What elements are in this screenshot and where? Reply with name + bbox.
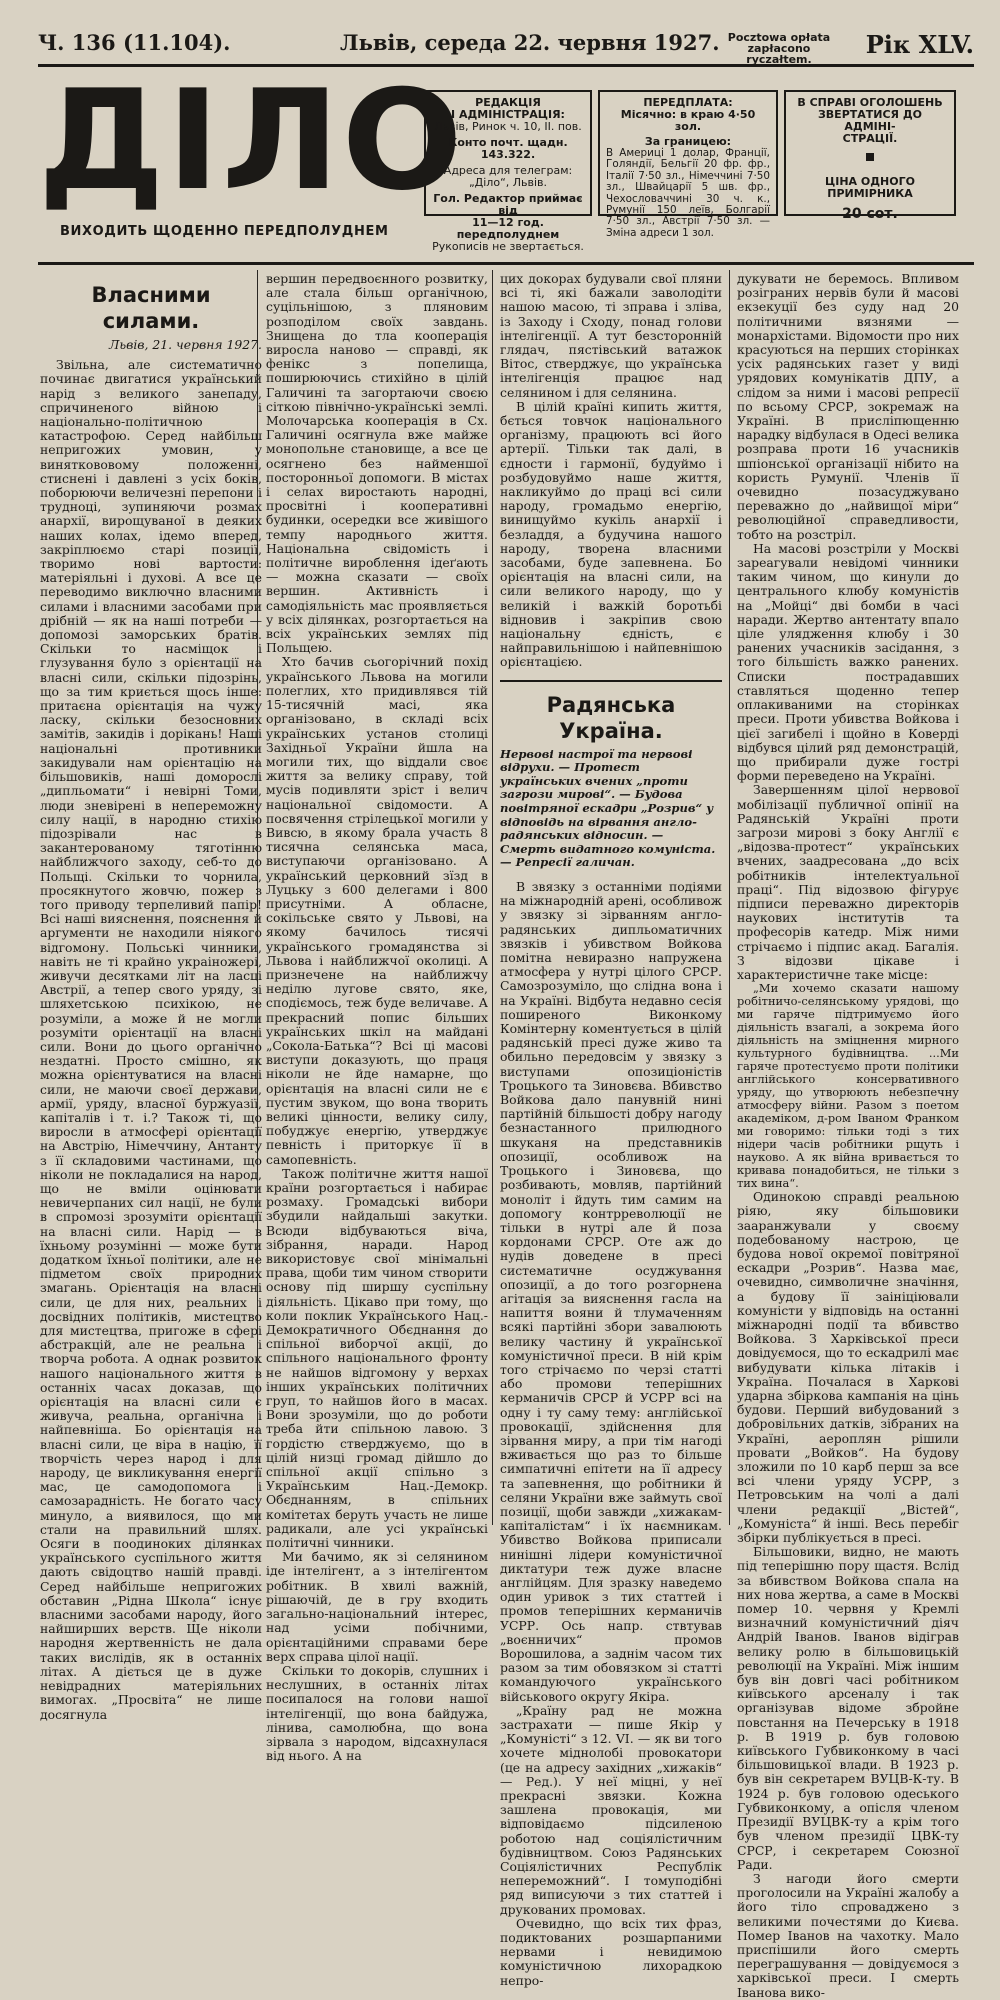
- column-2-paragraph-3: Також політичне життя нашої країни розгортається і набирає розмаху. Громадські вибори збудили найдальші закутки. Всюди відбуваються віча, зібрання, наради. Народ використовує свої мінімальні права, щоби тим чином створити основу під ширшу суспільну діяльність. Цікаво при тому, що коли поклик Українського Нац.-Демократичного Обєднання до спільної виборчої акції, до спільного національного фронту не найшов відгомону у верхах інших українських політичних груп, то найшов його в масах. Вони зрозуміли, що до роботи треба йти спільною лавою. З гордістю стверджуємо, що в цілій низці громад дійшло до спільної акції спільно з Українським Нац.-Демокр. Обєднанням, в спільних комітетах беруть участь не лише радикали, але усі українські політичні чинники.: [266, 1165, 488, 1551]
- article-body: Звільна, але систематично починає двигатися український нарід з великого занепаду, спричиненого війною і національно-політичною катастрофою. Серед найбільш непригожих умовин, у виняткововому положенні, стиснені і давлені з усіх боків, поборюючи величезні перепони і трудноці, зупиняючи розмах анархії, вирощуваної в деяких наших колах, ідемо вперед, закріплюємо старі позиції, творимо нові вартости: матеріяльні і духові. А все це переводимо виключно власними силами і власними засобами при дрібній — як на наші потреби — допомозі заморських братів. Скільки то насміщок і глузування було з орієнтації на власні сили, скільки підозрінь, що за тим криється щось інше: притаєна орієнтація на чужу ласку, скільки безосновних замітів, закидів і дорікань! Наші національні противники закидували нам орієнтацію на більшовиків, наші доморослі „дипльомати“ і невірні Томи, люди зневірені в непереможну силу нації, в народню стихію підозрівали нас в закантерованому тяготінню найближчого заходу, себ-то до Польщі. Скільки то чорнила, просякнутого жовчю, пожер з того приводу терпеливий папір! Всі наші вияснення, пояснення й аргументи не находили ніякого відгомону. Польські чинники, навіть не ті крайно украіножері, живучи десятками літ на ласці Австрії, а тепер свого уряду, зі шляхетською психікою, не розуміли, а може й не могли розуміти орієнтації на власні сили. Вони до цього органічно нездатні. Просто смішно, як можна орієнтуватися на власні сили, не маючи своєї держави, армії, уряду, власної буржуазії, капіталів і т. і.? Також ті, що виросли в атмосфері орієнтації на Австрію, Німеччину, Антанту з її складовими частинами, що ніколи не покладалися на народ, що не вміли оцінювати невичерпаних сил нації, не були в спромозі зрозуміти орієнтації на власні сили. Нарід — в їхньому розумінні — може бути додатком їхньої політики, але не підметом своїх природних змагань. Орієнтація на власні сили, це для них, реальних і досвідних політиків, мистецтво для мистецтва, пригоже в сфері абстракцій, але не реальна і творча робота. А однак розвиток нашого національного життя в останніх часах доказав, що орієнтація на власні сили є живуча, реальна, органічна і найпевніша. Бо орієнтація на власні сили, це віра в націю, її творчість через народ і для народу, це викликування енергії мас, це самодопомога і самозарадність. Не богато часу минуло, а виявилося, що ми стали на правильний шлях. Осяги в поодиноких ділянках українського суспільного життя дають свідоцтво нашій правді. Серед найбільше непригожих обставин „Рідна Школа“ існує власними засобами народу, його найширших верств. Ще ніколи народня жертвенність не дала таких вислідів, як в останніх літах. А діється це в дуже невідрадних матеріяльних вимогах. „Просвіта“ не лише досягнула: [40, 357, 262, 1722]
- postage-note: [714, 32, 844, 65]
- column-3: [500, 271, 722, 1988]
- price-value: 20 сот.: [842, 206, 898, 222]
- editorial-address: Львів, Ринок ч. 10, II. пов.: [434, 120, 582, 133]
- subscription-abroad: За границею:: [644, 135, 732, 148]
- column-3-paragraph-2: В цілій країні кипить життя, бється товчок національного організму, працюють всі його артерії. Тільки так далі, в єдности і гармонії, будуймо і розбудовуймо наше життя, накликуймо до праці всі сили народу, громадьмо енергію, винищуймо кукіль анархії і безладдя, а будучина нашого народу, творена власними засобами, буде запевнена. Бо орієнтація на власні сили, на сили великого народу, що у великій і важкій боротьбі відновив і закріпив свою національну єдність, є найправильнішою і найпевнішою орієнтацією.: [500, 398, 722, 670]
- square-ornament-icon: [866, 153, 874, 161]
- section-headline: Радянська Україна.: [546, 692, 676, 743]
- section-rule: [500, 680, 722, 682]
- ads-line-2: ЗВЕРТАТИСЯ ДО АДМІНІ-: [817, 108, 923, 133]
- column-4-paragraph-2: На масові розстріли у Москві зареагували невідомі чинники таким чином, що кинули до центрального клюбу комуністів на „Мойці“ дві бомби в часі наради. Жертво антентату впало ціле улядження клюбу і 30 ранених учасників засідання, з того більшість важко ранених. Списки пострадавших ставляться щоденно тепер оплакиваними на сторінках преси. Проти убивства Войкова і цієї загибелі і щойно в Коверді відбувся цілий ряд демонстрацій, що прибирали дуже гострі форми переведено на Україні.: [737, 540, 959, 784]
- column-2-paragraph-5: Скільки то докорів, слушних і неслушних, в останніх літах посипалося на голови нашої інтелігенції, що вона байдужа, лінива, самолюбна, що вона зірвала з народом, відсахнулася від нього. А на: [266, 1662, 488, 1764]
- price-label: ЦІНА ОДНОГО ПРИМІРНИКА: [825, 175, 915, 200]
- telegram-line-1: Адреса для телеграм:: [443, 164, 573, 177]
- ads-line-1: В СПРАВІ ОГОЛОШЕНЬ: [797, 96, 943, 109]
- subscription-heading: ПЕРЕДПЛАТА:: [643, 96, 733, 109]
- tagline: ВИХОДИТЬ ЩОДЕННО ПЕРЕДПОЛУДНЕМ: [60, 224, 389, 239]
- column-4-quote: „Ми хочемо сказати нашому робітничо-селянському урядові, що ми гаряче підтримуємо його діяльність взагалі, а зокрема його діяльність на зміцнення мирного культурного будівництва. ...Ми гаряче протестуємо проти політики англійського консервативного уряду, що утворюють небезпечну атмосферу війни. Разом з поетом академіком, д-ром Іваном Франком ми говоримо: тільки тоді з тих нідери часів робітники рщуть і науково. А як війна вривається то кривава понадобиться, не тільки з тих вина“.: [737, 981, 959, 1191]
- place-date: Львів, середа 22. червня 1927.: [340, 30, 720, 55]
- postal-account: Конто почт. щадн. 143.322.: [448, 136, 568, 161]
- column-4-paragraph-6: Більшовики, видно, не мають під теперішню пору щастя. Вслід за вбивством Войкова спала на них нова жертва, а саме в Москві помер 10. червня у Кремлі визначний комуністичний діяч Андрій Іванов. Іванов відіграв велику ролю в більшовицькій революції на Україні. Між іншим був він довгі часі робітником київського арсеналу і так організував відоме збройне повстання на Печерську в 1918 р. В 1919 р. був головою київського Губвиконкому в часі більшовицької влади. В 1923 р. був він секретарем ВУЦВ-К-ту. В 1924 р. був головою одеського Губвиконкому, а опісля членом Президії ВУЦВК-ту а крім того був членом президії ЦВК-ту СРСР, і секретарем Союзної Ради.: [737, 1544, 959, 1872]
- hours-line-1: Гол. Редактор приймає від: [433, 192, 583, 217]
- column-3-paragraph-5: Очевидно, що всіх тих фраз, подиктованих розшарпаними нервами і невидимою комуністичною лихорадкою непро-: [500, 1915, 722, 1988]
- postage-line-1: Pocztowa opłata: [727, 31, 831, 44]
- column-2: [266, 271, 488, 1764]
- column-4: [737, 271, 959, 2000]
- subscription-rates: В Америці 1 долар, Франції, Голяндії, Бельгії 20 фр. фр., Італії 7·50 зл., Німеччині 7·50 зл., Швайцарії 5 шв. фр., Чехословаччині 30 ч. к., Румунії 150 леїв, Болгарії 7·50 зл., Австрії 7·50 зл. — Зміна адреси 1 зол.: [606, 147, 770, 239]
- column-4-paragraph-1: дукувати не беремось. Впливом розіграних нервів були й масові екзекуції без суду над 20 політичними вязнями — монархістами. Відомости про них красуються на перших сторінках усіх радянських газет у виді урядових комунікатів ДПУ, а слідом за ними і масові репресії по всьому СРСР, зокремаж на Україні. В присліпющенню нарадку відбулася в Одесі велика розправа проти 16 учасників шпіонської організації нібито на користь Румунії. Членів її очевидно позасуджувано переважно до „найвищої міри“ революційної справедливости, тобто на розстріл.: [737, 271, 959, 542]
- ads-box: [784, 90, 956, 222]
- column-3-paragraph-4: „Країну рад не можна застрахати — пише Якір у „Комуністі“ з 12. VI. — як ви того хочете міднолобі провокатори (це на адресу західних „хижаків“ — Ред.). У неї міцні, у неї прекрасні звязки. Кожна зашлена провокація, ми відповідаємо підсиленою роботою над соціялістичним будівництвом. Союз Радянських Соціялістичних Республік непереможний“. І томуподібні ряд виписуючи з тих статтей і друкованих промовах.: [500, 1702, 722, 1917]
- postage-line-2: zapłacono ryczałtem.: [746, 42, 812, 66]
- column-2-paragraph-2: Хто бачив сьогорічний похід українського Львова на могили полеглих, хто придивлявся тій 15-тисячній масі, яка організовано, в складі всіх українських установ столиці Західньої України йшла на могили тих, що віддали своє життя за велику справу, той мусів подивляти зріст і велич національної свідомости. А посвячення стрілецької могили у Вивсю, в якому брала участь 8 тисячна селянська маса, виступаючи організовано. А український церковний зїзд в Луцьку з 600 делегами і 800 присутніми. А обласне, сокільське свято у Львові, на якому бачилось тисячі українського громадянства зі Львова і найближчої околиці. А признечене на найближчу неділю лугове свято, яке, сподіємось, теж буде величаве. А прекрасний попис більших українських шкіл на майдані „Сокола-Батька“? Всі ці масові виступи доказують, що праця ніколи не йде намарне, що орієнтація на власні сили не є пустим звуком, що вона творить великі цінности, велику силу, побуджує енергію, утверджує певність і приторкує її в самопевність.: [266, 654, 488, 1167]
- column-3-paragraph-1: цих докорах будували свої пляни всі ті, які бажали заволодіти нашою масою, ті зправа і зліва, із Заходу і Сходу, понад голови інтелігенції. А тут безсторонній глядач, пястівський ватажок Вітос, стверджує, що українська інтелігенція працює над селянином і для селянина.: [500, 271, 722, 400]
- subscription-monthly: Місячно: в краю 4·50 зол.: [620, 108, 756, 133]
- column-divider-2: [492, 270, 493, 1525]
- column-4-paragraph-5: Одинокою справді реальною ріяю, яку більшовики зааранжували у своєму подебованому настрою, це будова нової окремої повітряної ескадри „Розрив“. Назва має, очевидно, символичне значіння, а будову її заініціювали комуністи у відповідь на останні міжнародні події та вбивство Войкова. З Харківської преси довідуємося, що то ескадрилі має вибудувати кількa літаків і Україна. Почалася в Харкові ударна збіркова кампанія на цінь будови. Перший вибудований з добровільних датків, зібраних на Україні, аероплян рішили провати „Войков“. На будову зложили по 10 карб перш за все всі члени уряду УСРР, з Петровським на чолі а далі члени редакції „Вістей“, „Комуніста“ й інші. Весь перебіг збірки публікується в пресі.: [737, 1189, 959, 1546]
- column-3-paragraph-3: В звязку з останніми подіями на міжнародній арені, особливож у звязку зі зірванням англо-радянських дипльоматичних звязків і убивством Войкова помітна невиразно напружена атмосфера у нутрі цілого СРСР. Самозрозуміло, що слідна вона і на Україні. Відбута недавно сесія поширеного Виконкому Комінтерну коментується в цілій радянській пресі дуже живо та обильно передовсім у звязку з виступами опозиціоністів Троцького та Зиновєва. Вбивство Войкова дало панувній нині партійній більшості добру нагоду безнастанного прилюдного шкуканя на представників опозиції, особливож на Троцького і Зиновєва, що розбивають, мовляв, партійний моноліт і йдуть тим самим на допомогу контрреволюції не тільки в нутрі але й поза кордонами СРСР. Оте аж до нудів доведене в пресі систематичне осуджування опозиції, а до того розгорнена агітація за вияснення гасла на напиття вояни й тлумаченням всякі партійні збори завалюють велику частину й української комуністичної преси. В ній крім того стрічаємо по черзі статті або промови теперішних керманичів СРСР й УСРР всі на одну і ту саму тему: англійської провокації, здійснення для зірвання миру, а при тім нагоді вживається що раз то більше симпатичні епітети на її адресу та запевнення, що робітники й селяни України вже займуть свої позиції, щоби завжди „хижакам-капіталістам“ і їх наємникам. Убивство Войкова приписали нинішні лідери комуністичної диктатури теж дуже власне англійцям. Для зразку наведемо один уривок з тих статтей і промов теперішних керманичів УСРР. Ось напр. ствтував „воєнничих“ промов Ворошилова, а заднім часом тих разом за тим обовязком зі статті командуючого українського військового округу Якіра.: [500, 879, 722, 1704]
- subscription-box: [598, 90, 778, 239]
- hours-line-2: 11—12 год. передполуднем: [456, 216, 560, 241]
- editorial-heading-2: І АДМІНІСТРАЦІЯ:: [451, 108, 565, 121]
- masthead-bottom-rule: [38, 262, 974, 265]
- column-divider-3: [729, 270, 730, 1525]
- column-2-paragraph-4: Ми бачимо, як зі селянином іде інтелігент, а з інтелігентом робітник. В хвилі важній, рішаючій, де в гру входить загально-національний інтерес, над усіми побічними, орієнтаційними справами бере верх справа цілої нації.: [266, 1549, 488, 1664]
- editorial-box: [424, 90, 592, 253]
- issue-number: Ч. 136 (11.104).: [38, 30, 231, 55]
- manuscripts-note: Рукописів не звертається.: [432, 240, 584, 253]
- article-dateline: Львів, 21. червня 1927.: [109, 337, 262, 352]
- column-4-paragraph-7: З нагоди його смерти проголосили на Україні жалобу а його тіло спроваджено з великими почестями до Києва. Помер Іванов на чахотку. Мало приспішили його смерть переграшування — довідуємося з харківської преси. І смерть Іванова вико-: [737, 1870, 959, 2000]
- year-label: Рік XLV.: [865, 30, 974, 59]
- article-headline: Власними силами.: [91, 283, 211, 333]
- ads-line-3: СТРАЦІЇ.: [842, 132, 898, 145]
- newspaper-title: ДІЛО: [38, 60, 465, 221]
- top-bar: [38, 30, 974, 66]
- column-1: [40, 272, 262, 1722]
- column-2-paragraph-1: вершин передвоєнного розвитку, але стала більш органічною, суцільнішою, з пляновим розподілом своїх завдань. Знищена до тла кооперація виросла наново — справді, як фенікс з попелища, поширюючись стихійно в цілій Галичині та загортаючи своєю сіткою північно-українські землі. Молочарська кооперація в Сх. Галичині осягнула вже майже монопольне становище, а все це осягнено без найменшої посторонньої допомоги. В містах і селах виростають народні, просвітні і кооперативні будинки, осередки все живішого темпу народнього життя. Національна свідомість і політичне вироблення ідеґають — можна сказати — своїх вершин. Активність і самодіяльність мас проявляється у всіх ділянках, розгортається на всіх українських землях під Польщею.: [266, 271, 488, 656]
- column-4-paragraph-3: Завершенням цілої нервової мобілізації публичної опінії на Радянській Україні проти загрози мирові з боку Англії є „відозва-протест“ українських вчених, заадресована „до всіх робітників інтелектуальної праці“. Під відозвою фігурує підписи переважно директорів наукових інститутів та професорів катедр. Між ними стрічаємо і підпис акад. Багалія. З відозви цікаве і характеристичне таке місце:: [737, 782, 959, 982]
- editorial-heading-1: РЕДАКЦІЯ: [475, 96, 541, 109]
- telegram-line-2: „Діло“, Львів.: [468, 176, 548, 189]
- section-subheading: Нервові настрої та нервові відрухи. — Протест українських вчених „проти загрози мирові“. — Будова повітряної ескадри „Розрив“ у відповідь на вірвання англо-радянських відносин. — Смерть видатного комуніста. — Репресії галичан.: [500, 746, 716, 870]
